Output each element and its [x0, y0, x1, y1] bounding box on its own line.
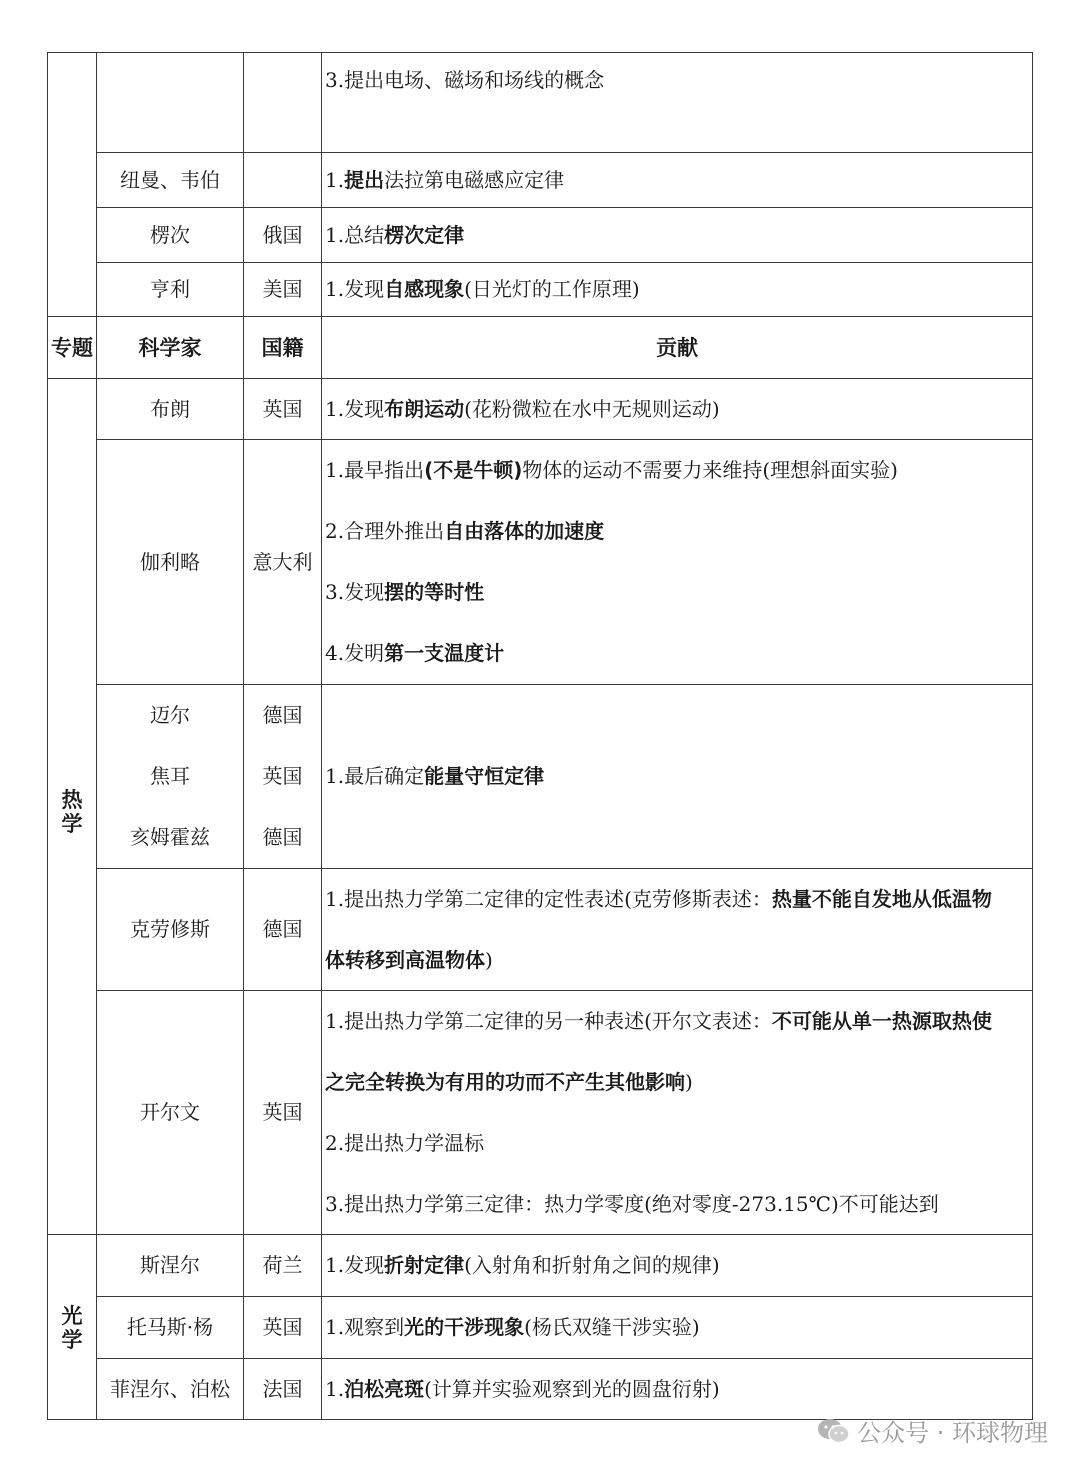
bold-text: 体转移到高温物体 — [325, 948, 485, 972]
bold-text: 泊松亮斑 — [344, 1377, 425, 1401]
country-cell: 德国 — [262, 917, 303, 941]
country-cell: 荷兰 — [262, 1253, 303, 1277]
bold-text: 布朗运动 — [384, 397, 465, 421]
bold-text: 折射定律 — [384, 1253, 465, 1277]
contribution-line — [325, 1253, 720, 1277]
bold-text: 第一支温度计 — [384, 641, 505, 665]
contribution-line — [325, 68, 604, 92]
watermark — [817, 1413, 1048, 1451]
bold-text: 热量不能自发地从低温物 — [771, 887, 992, 911]
contribution-cell — [325, 1315, 700, 1339]
contribution-line — [325, 1009, 992, 1070]
contribution-line — [325, 1192, 992, 1253]
text: 物体的运动不需要力来维持(理想斜面实验) — [522, 458, 898, 482]
contribution-cell — [325, 1377, 720, 1401]
wechat-icon — [817, 1417, 851, 1451]
contribution-line — [325, 580, 898, 641]
country-cell: 德国 — [262, 825, 303, 849]
text: 4.发明 — [325, 641, 385, 665]
topic-char: 热 — [61, 788, 83, 812]
text: 1.最后确定 — [325, 764, 425, 788]
scientist-cell: 楞次 — [150, 223, 190, 247]
bold-text: 自感现象 — [384, 277, 465, 301]
bold-text: 楞次定律 — [384, 223, 465, 247]
scientist-cell: 伽利略 — [140, 550, 200, 574]
contribution-line — [325, 948, 992, 1009]
country-cell: 德国 — [262, 703, 303, 727]
contribution-line — [325, 641, 898, 702]
country-cell: 英国 — [262, 397, 303, 421]
header-contribution: 贡献 — [656, 336, 698, 360]
text: (入射角和折射角之间的规律) — [464, 1253, 720, 1277]
country-cell: 法国 — [262, 1377, 303, 1401]
country-cell: 英国 — [262, 1315, 303, 1339]
text: (杨氏双缝干涉实验) — [524, 1315, 700, 1339]
header-country: 国籍 — [261, 336, 304, 360]
text: ) — [685, 1070, 693, 1094]
contribution-cell — [325, 764, 544, 788]
bold-text: (不是牛顿) — [424, 458, 523, 482]
contribution-cell — [325, 223, 464, 247]
topic-thermodynamics — [48, 788, 96, 836]
topic-char: 学 — [61, 812, 83, 836]
text: 3.提出电场、磁场和场线的概念 — [325, 68, 605, 92]
text: ) — [485, 948, 493, 972]
contribution-cell — [325, 277, 640, 301]
text: 1.提出热力学第二定律的定性表述(克劳修斯表述： — [325, 887, 772, 911]
country-cell: 英国 — [262, 764, 303, 788]
text: (日光灯的工作原理) — [464, 277, 640, 301]
scientist-cell: 迈尔 — [150, 703, 190, 727]
contribution-line — [325, 519, 898, 580]
scientist-cell: 布朗 — [150, 397, 190, 421]
text: 3.发现 — [325, 580, 385, 604]
scientist-cell: 亥姆霍兹 — [130, 825, 210, 849]
contribution-cell — [325, 458, 898, 702]
contribution-line — [325, 1377, 720, 1401]
contribution-cell — [325, 397, 720, 421]
header-topic: 专题 — [51, 336, 93, 360]
contribution-line — [325, 1070, 992, 1131]
country-cell: 英国 — [262, 1100, 303, 1124]
bold-text: 之完全转换为有用的功而不产生其他影响 — [325, 1070, 685, 1094]
text: 1.总结 — [325, 223, 385, 247]
bold-text: 能量守恒定律 — [424, 764, 545, 788]
contribution-cell — [325, 887, 992, 1009]
scientist-cell: 斯涅尔 — [140, 1253, 200, 1277]
bold-text: 提出 — [344, 168, 385, 192]
contribution-line — [325, 223, 464, 247]
text: 1.发现 — [325, 277, 385, 301]
contribution-line — [325, 277, 640, 301]
contribution-cell — [325, 1253, 720, 1277]
contribution-line — [325, 397, 720, 421]
contribution-line — [325, 458, 898, 519]
bold-text: 摆的等时性 — [384, 580, 485, 604]
contribution-line — [325, 1131, 992, 1192]
contribution-line — [325, 764, 544, 788]
scientist-cell: 托马斯·杨 — [126, 1315, 214, 1339]
topic-char: 学 — [61, 1328, 83, 1352]
text: 2.合理外推出 — [325, 519, 445, 543]
bold-text: 光的干涉现象 — [404, 1315, 525, 1339]
text: (计算并实验观察到光的圆盘衍射) — [424, 1377, 720, 1401]
topic-char: 光 — [61, 1304, 83, 1328]
scientist-cell: 亨利 — [150, 277, 190, 301]
bold-text: 自由落体的加速度 — [444, 519, 605, 543]
header-scientist: 科学家 — [138, 336, 202, 360]
contribution-cell — [325, 68, 604, 92]
text: 1.提出热力学第二定律的另一种表述(开尔文表述： — [325, 1009, 772, 1033]
contribution-line — [325, 1315, 700, 1339]
scientist-cell: 克劳修斯 — [130, 917, 210, 941]
contribution-line — [325, 168, 564, 192]
text: 法拉第电磁感应定律 — [384, 168, 565, 192]
scientist-cell: 开尔文 — [140, 1100, 200, 1124]
text: 1.观察到 — [325, 1315, 405, 1339]
text: 1. — [325, 168, 345, 192]
text: 2.提出热力学温标 — [325, 1131, 485, 1155]
watermark-text: 公众号 · 环球物理 — [857, 1419, 1048, 1447]
country-cell: 美国 — [262, 277, 303, 301]
scientist-cell: 焦耳 — [150, 764, 190, 788]
country-cell: 意大利 — [252, 550, 313, 574]
text: 3.提出热力学第三定律：热力学零度(绝对零度-273.15℃)不可能达到 — [325, 1192, 939, 1216]
contribution-cell — [325, 168, 564, 192]
country-cell: 俄国 — [262, 223, 303, 247]
text: 1.最早指出 — [325, 458, 425, 482]
text: 1.发现 — [325, 1253, 385, 1277]
topic-optics — [48, 1304, 96, 1352]
scientist-cell: 菲涅尔、泊松 — [110, 1377, 230, 1401]
text: 1.发现 — [325, 397, 385, 421]
contribution-line — [325, 887, 992, 948]
contribution-cell — [325, 1009, 992, 1253]
bold-text: 不可能从单一热源取热使 — [771, 1009, 992, 1033]
text: 1. — [325, 1377, 345, 1401]
text: (花粉微粒在水中无规则运动) — [464, 397, 720, 421]
scientist-cell: 纽曼、韦伯 — [120, 168, 220, 192]
